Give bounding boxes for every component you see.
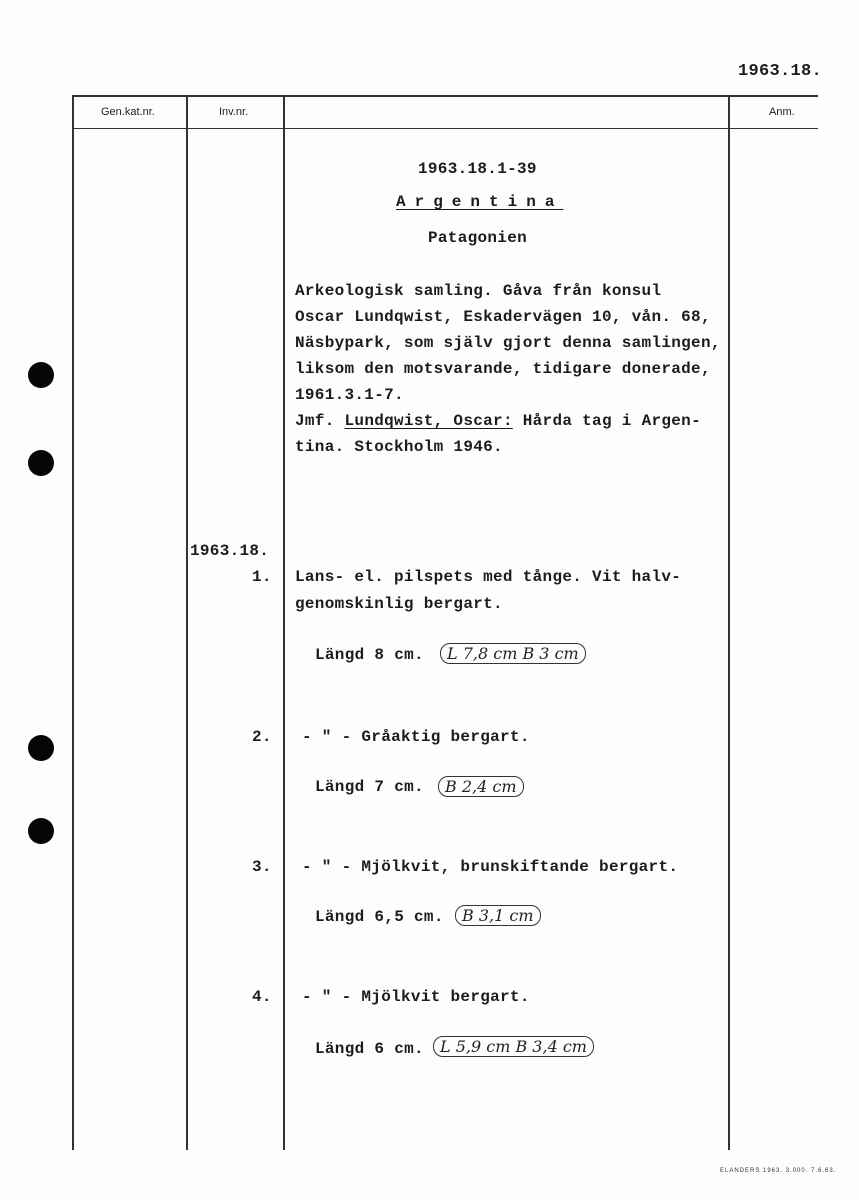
item-number: 2. xyxy=(252,728,272,746)
page-number: 1963.18. xyxy=(738,62,823,81)
item-length: Längd 6 cm. xyxy=(315,1040,424,1058)
description-line: Näsbypark, som själv gjort denna samlingen, xyxy=(295,334,721,352)
item-description: - " - Mjölkvit bergart. xyxy=(302,988,530,1006)
region-heading: Patagonien xyxy=(428,229,528,247)
description-line: 1961.3.1-7. xyxy=(295,386,404,404)
description-line: Arkeologisk samling. Gåva från konsul xyxy=(295,282,662,300)
item-description-cont: genomskinlig bergart. xyxy=(295,595,503,613)
reference-title: Hårda tag i Argen- xyxy=(512,412,701,430)
column-rule-left xyxy=(72,95,74,1150)
header-top-rule xyxy=(72,95,818,97)
printer-imprint: ELANDERS 1963. 3.000. 7.6.63. xyxy=(720,1168,837,1174)
item-number: 1. xyxy=(252,568,272,586)
punch-hole xyxy=(28,818,54,844)
reference-line-2: tina. Stockholm 1946. xyxy=(295,438,503,456)
item-length: Längd 6,5 cm. xyxy=(315,908,444,926)
item-number: 4. xyxy=(252,988,272,1006)
reference-line xyxy=(295,412,701,430)
column-rule-inv-text xyxy=(283,95,285,1150)
punch-hole xyxy=(28,450,54,476)
header-gen-kat-nr: Gen.kat.nr. xyxy=(101,106,155,118)
reference-author: Lundqwist, Oscar: xyxy=(344,412,513,430)
catalog-range: 1963.18.1-39 xyxy=(418,160,537,178)
header-anm: Anm. xyxy=(769,106,795,118)
item-description: - " - Mjölkvit, brunskiftande bergart. xyxy=(302,858,679,876)
item-description: Lans- el. pilspets med tånge. Vit halv- xyxy=(295,568,682,586)
item-length: Längd 8 cm. xyxy=(315,646,424,664)
column-rule-gen-inv xyxy=(186,95,188,1150)
description-line: liksom den motsvarande, tidigare donerade, xyxy=(295,360,711,378)
handwritten-note: B 2,4 cm xyxy=(438,776,524,797)
handwritten-note: B 3,1 cm xyxy=(455,905,541,926)
item-description: - " - Gråaktig bergart. xyxy=(302,728,530,746)
punch-hole xyxy=(28,362,54,388)
handwritten-note: L 5,9 cm B 3,4 cm xyxy=(433,1036,594,1057)
item-length: Längd 7 cm. xyxy=(315,778,424,796)
punch-hole xyxy=(28,735,54,761)
inv-number-prefix: 1963.18. xyxy=(190,542,270,560)
description-line: Oscar Lundqwist, Eskadervägen 10, vån. 68, xyxy=(295,308,711,326)
column-rule-text-anm xyxy=(728,95,730,1150)
header-bottom-rule xyxy=(72,128,818,129)
country-heading: Argentina xyxy=(396,193,564,211)
reference-prefix: Jmf. xyxy=(295,412,335,430)
item-number: 3. xyxy=(252,858,272,876)
handwritten-note: L 7,8 cm B 3 cm xyxy=(440,643,586,664)
header-inv-nr: Inv.nr. xyxy=(219,106,249,118)
